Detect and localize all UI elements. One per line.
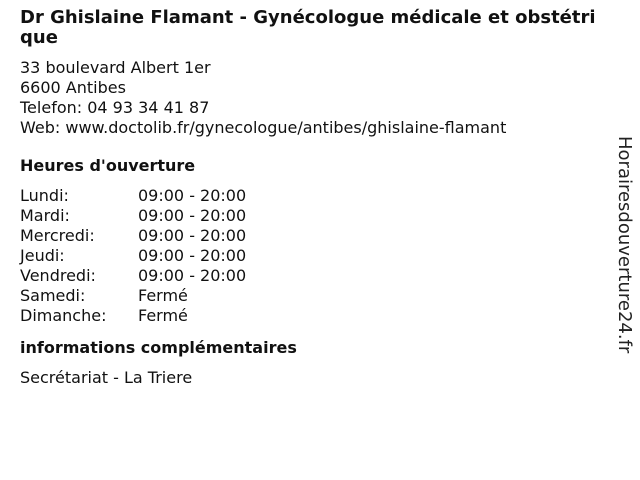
street-address: 33 boulevard Albert 1er	[20, 58, 211, 77]
hours-table	[20, 186, 246, 326]
day-label: Vendredi:	[20, 266, 96, 285]
info-text: Secrétariat - La Triere	[20, 368, 193, 387]
day-label: Jeudi:	[20, 246, 65, 265]
day-hours: 09:00 - 20:00	[138, 206, 247, 225]
info-heading: informations complémentaires	[20, 338, 297, 357]
day-label: Samedi:	[20, 286, 86, 305]
address-block	[20, 58, 600, 138]
day-hours: 09:00 - 20:00	[138, 266, 247, 285]
page-title: Dr Ghislaine Flamant - Gynécologue médicale et obstétrique	[20, 7, 596, 48]
day-label: Mercredi:	[20, 226, 95, 245]
website-line[interactable]: Web: www.doctolib.fr/gynecologue/antibes/ghislaine-flamant	[20, 118, 507, 137]
day-hours: Fermé	[138, 286, 188, 305]
watermark-text: Horairesdouverture24.fr	[614, 136, 635, 354]
day-hours: 09:00 - 20:00	[138, 186, 247, 205]
day-hours: 09:00 - 20:00	[138, 226, 247, 245]
day-label: Mardi:	[20, 206, 70, 225]
day-hours: 09:00 - 20:00	[138, 246, 247, 265]
phone-line[interactable]: Telefon: 04 93 34 41 87	[20, 98, 210, 117]
hours-heading: Heures d'ouverture	[20, 156, 196, 175]
hours-row	[20, 206, 246, 226]
hours-row	[20, 266, 246, 286]
listing-card	[20, 8, 600, 388]
day-label: Lundi:	[20, 186, 69, 205]
city-address: 6600 Antibes	[20, 78, 126, 97]
day-label: Dimanche:	[20, 306, 107, 325]
hours-row	[20, 246, 246, 266]
hours-row	[20, 186, 246, 206]
day-hours: Fermé	[138, 306, 188, 325]
hours-row	[20, 306, 246, 326]
site-watermark	[612, 136, 636, 370]
hours-row	[20, 226, 246, 246]
hours-row	[20, 286, 246, 306]
